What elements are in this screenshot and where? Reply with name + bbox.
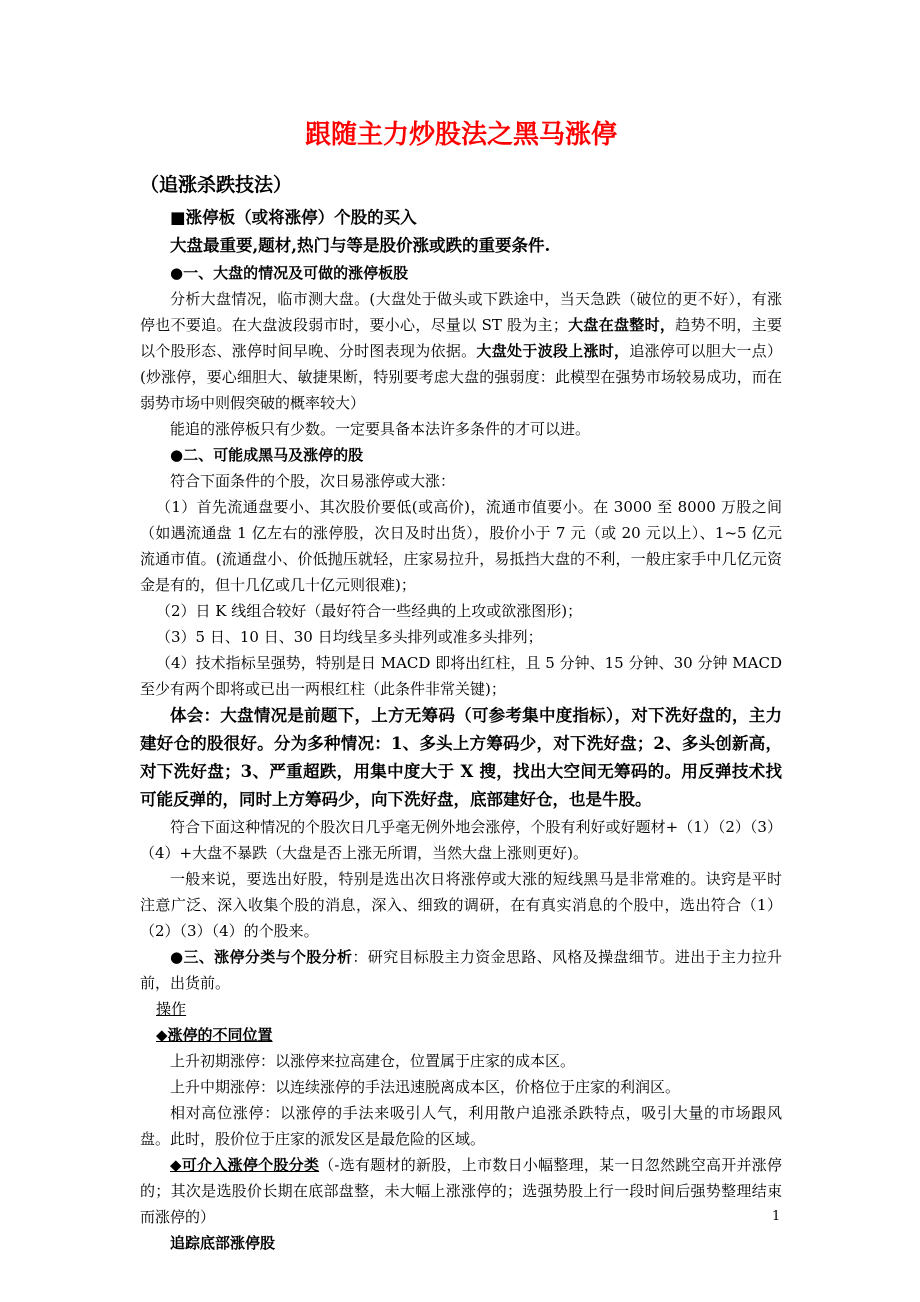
text-run: （-选有题材的新股，上市数日小幅整理，某一日忽然跳空高开并涨停的；其次是选股价长期在底部盘整，未大幅上涨涨停的；选强势股上行一段时间后强势整理结束而涨停的） <box>140 1156 782 1226</box>
operation-text: 操作 <box>156 1000 187 1018</box>
section-2-intro: 符合下面条件的个股，次日易涨停或大涨： <box>170 472 456 490</box>
section-1-note: 能追的涨停板只有少数。一定要具备本法许多条件的才可以进。 <box>170 420 591 438</box>
document-body <box>140 112 782 1256</box>
condition-3: （3）5 日、10 日、30 日均线呈多头排列或准多头排列； <box>156 628 543 646</box>
page-title: 跟随主力炒股法之黑马涨停 <box>304 120 617 150</box>
position-high: 相对高位涨停：以涨停的手法来吸引人气，利用散户追涨杀跌特点，吸引大量的市场跟风盘。此时，股价位于庄家的派发区是最危险的区域。 <box>140 1104 782 1148</box>
position-middle: 上升中期涨停：以连续涨停的手法迅速脱离成本区，价格位于庄家的利润区。 <box>170 1078 681 1096</box>
section-1-paragraph <box>140 286 782 416</box>
bold-run: 大盘在盘整时， <box>567 316 676 334</box>
condition-4: （4）技术指标呈强势，特别是日 MACD 即将出红柱，且 5 分钟、15 分钟、30 分钟 MACD 至少有两个即将或已出一两根红柱（此条件非常关键)； <box>140 654 782 698</box>
classification-paragraph <box>140 1152 782 1230</box>
tracking-heading: 追踪底部涨停股 <box>170 1234 276 1252</box>
key-condition: 大盘最重要,题材,热门与等是股价涨或跌的重要条件. <box>170 236 551 255</box>
text-run: 追涨停可以胆大一点）(炒涨停，要心细胆大、敏捷果断，特别要考虑大盘的强弱度：此模型在强势市场较易成功，而在弱势市场中则假突破的概率较大） <box>140 342 782 412</box>
position-heading <box>140 1022 782 1048</box>
section-3-heading: ●三、涨停分类与个股分析 <box>170 948 353 966</box>
classification-heading: ◆可介入涨停个股分类 <box>170 1156 320 1174</box>
buy-heading: ■涨停板（或将涨停）个股的买入 <box>170 208 417 227</box>
page-subtitle: （追涨杀跌技法） <box>140 174 293 196</box>
general-paragraph: 一般来说，要选出好股，特别是选出次日将涨停或大涨的短线黑马是非常难的。诀窍是平时注意广泛、深入收集个股的消息，深入、细致的调研，在有真实消息的个股中，选出符合（1）（2）（3）（4）的个股来。 <box>140 870 782 940</box>
condition-1: （1）首先流通盘要小、其次股价要低(或高价)，流通市值要小。在 3000 至 8000 万股之间（如遇流通盘 1 亿左右的涨停股，次日及时出货），股价小于 7 元（或 20 元以上）、1~5 亿元流通市值。(流通盘小、价低抛压就轻，庄家易拉升，易抵挡大盘的不利，一般庄家手中几亿元资金是有的，但十几亿或几十亿元则很难)； <box>140 498 782 594</box>
condition-2: （2）日 K 线组合较好（最好符合一些经典的上攻或欲涨图形)； <box>156 602 583 620</box>
page-number: 1 <box>772 1209 781 1224</box>
position-early: 上升初期涨停：以涨停来拉高建仓，位置属于庄家的成本区。 <box>170 1052 576 1070</box>
position-heading-text: ◆涨停的不同位置 <box>156 1026 273 1044</box>
bold-run: 大盘处于波段上涨时， <box>476 342 630 360</box>
text-run: ：研究目标股主力资金思路、风格及操盘细节。进出于主力拉升前，出货前。 <box>140 948 782 992</box>
text-run: 分析大盘情况，临市测大盘。(大盘处于做头或下跌途中，当天急跌（破位的更不好），有涨停也不要追。在大盘波段弱市时，要小心，尽量以 ST 股为主； <box>140 290 782 334</box>
section-2-heading: ●二、可能成黑马及涨停的股 <box>170 446 364 464</box>
operation-label <box>140 996 782 1022</box>
section-3-paragraph <box>140 944 782 996</box>
next-day-paragraph: 符合下面这种情况的个股次日几乎毫无例外地会涨停，个股有利好或好题材+（1）（2）（3）（4）+大盘不暴跌（大盘是否上涨无所谓，当然大盘上涨则更好)。 <box>140 818 782 862</box>
insight-paragraph: 体会：大盘情况是前题下，上方无筹码（可参考集中度指标），对下洗好盘的，主力建好仓的股很好。分为多种情况：1、多头上方筹码少，对下洗好盘；2、多头创新高，对下洗好盘；3、严重超跌，用集中度大于 X 搜，找出大空间无筹码的。用反弹技术找可能反弹的，同时上方筹码少，向下洗好盘，底部建好仓，也是牛股。 <box>140 706 782 809</box>
text-run: 趋势不明，主要以个股形态、涨停时间早晚、分时图表现为依据。 <box>140 316 782 360</box>
section-1-heading: ●一、大盘的情况及可做的涨停板股 <box>170 264 409 282</box>
